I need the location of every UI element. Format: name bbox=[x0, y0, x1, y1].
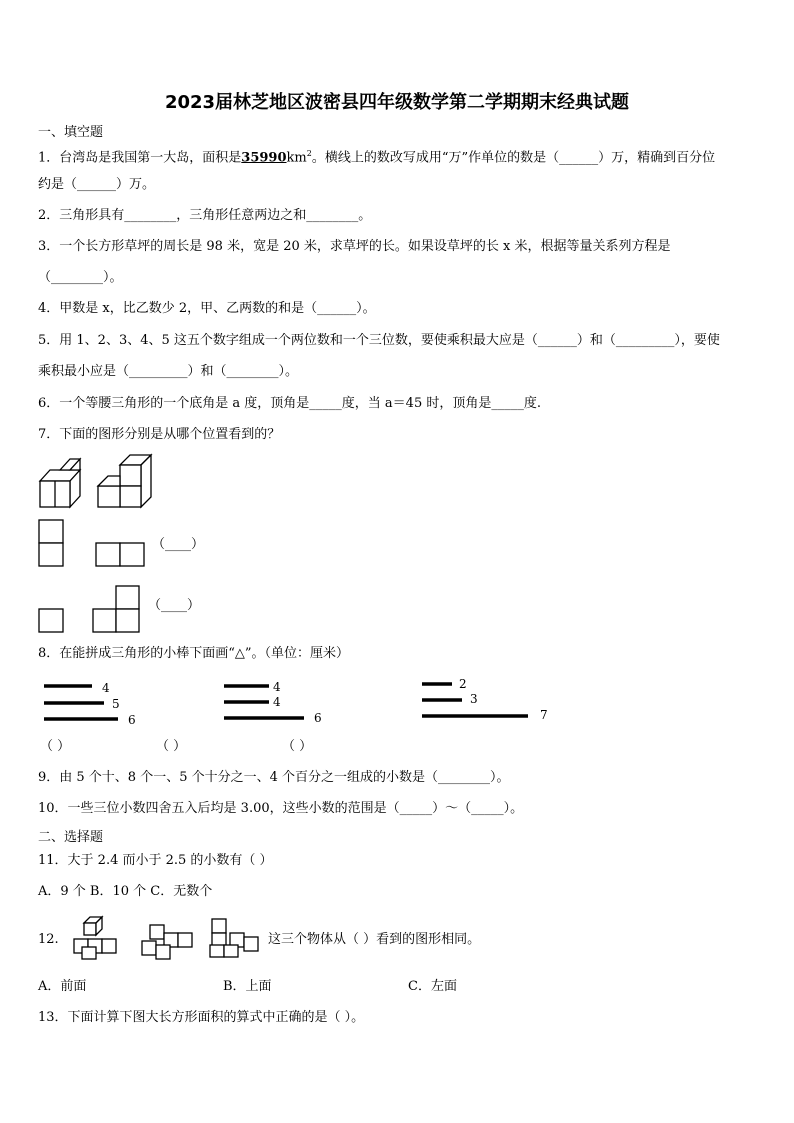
question-8: 8．在能拼成三角形的小棒下面画“△”。（单位：厘米） bbox=[38, 646, 350, 661]
q12-option-b: B．上面 bbox=[223, 979, 272, 994]
question-12-text: 这三个物体从（ ）看到的图形相同。 bbox=[268, 932, 481, 947]
q8-g2-label-2: 4 bbox=[273, 695, 281, 709]
q1-text-a: 1．台湾岛是我国第一大岛，面积是 bbox=[38, 150, 242, 166]
question-5-line-2: 乘积最小应是（_________）和（________）。 bbox=[38, 364, 299, 379]
question-6: 6．一个等腰三角形的一个底角是 a 度，顶角是_____度，当 a＝45 时，顶角是_____度. bbox=[38, 396, 541, 411]
page-title: 2023届林芝地区波密县四年级数学第二学期期末经典试题 bbox=[164, 92, 630, 113]
section-heading-fill-blank: 一、填空题 bbox=[38, 125, 104, 140]
q8-answer-paren-2: （ ） bbox=[156, 739, 187, 754]
question-5-line-1: 5．用 1、2、3、4、5 这五个数字组成一个两位数和一个三位数，要使乘积最大应是（______）和（_________），要使 bbox=[38, 333, 720, 348]
q8-g3-label-3: 7 bbox=[540, 708, 548, 722]
q8-answer-paren-1: （ ） bbox=[40, 739, 71, 754]
question-13: 13．下面计算下图大长方形面积的算式中正确的是（ ）。 bbox=[38, 1010, 365, 1025]
q7-answer-blank-1: （____） bbox=[152, 537, 205, 552]
q12-objects bbox=[70, 915, 266, 961]
q8-g1-label-1: 4 bbox=[102, 681, 110, 695]
question-11: 11．大于 2.4 而小于 2.5 的小数有（ ） bbox=[38, 853, 273, 868]
question-3-line-1: 3．一个长方形草坪的周长是 98 米，宽是 20 米，求草坪的长。如果设草坪的长 x 米，根据等量关系列方程是 bbox=[38, 239, 671, 254]
q8-g2-label-1: 4 bbox=[273, 680, 281, 694]
question-1-line-1 bbox=[38, 145, 715, 167]
question-1-line-2: 约是（______）万。 bbox=[38, 177, 156, 192]
q8-g1-label-3: 6 bbox=[128, 713, 136, 726]
question-7: 7．下面的图形分别是从哪个位置看到的？ bbox=[38, 427, 281, 442]
q8-answer-paren-3: （ ） bbox=[282, 739, 313, 754]
question-10: 10．一些三位小数四舍五入后均是 3.00，这些小数的范围是（_____）～（_____）。 bbox=[38, 801, 524, 816]
question-12-number: 12. bbox=[38, 932, 59, 947]
q1-unit-sup: 2 bbox=[306, 149, 312, 158]
q12-option-c: C．左面 bbox=[408, 979, 457, 994]
q8-g3-label-1: 2 bbox=[459, 677, 467, 691]
question-11-options: A．9 个 B．10 个 C．无数个 bbox=[38, 884, 213, 899]
q1-text-b: 。横线上的数改写成用“万”作单位的数是（______）万，精确到百分位 bbox=[311, 150, 716, 166]
q1-area-number: 35990 bbox=[241, 150, 287, 166]
q8-g1-label-2: 5 bbox=[112, 697, 120, 711]
question-4: 4．甲数是 x，比乙数少 2，甲、乙两数的和是（______）。 bbox=[38, 301, 376, 316]
section-heading-multiple-choice: 二、选择题 bbox=[38, 830, 104, 845]
q8-sticks bbox=[38, 674, 558, 726]
q7-3d-figures bbox=[36, 450, 166, 510]
q8-g3-label-2: 3 bbox=[470, 692, 478, 706]
q7-view-row-1 bbox=[38, 518, 150, 568]
q7-view-row-2 bbox=[38, 585, 150, 635]
q8-g2-label-3: 6 bbox=[314, 711, 322, 725]
question-9: 9．由 5 个十、8 个一、5 个十分之一、4 个百分之一组成的小数是（________）。 bbox=[38, 770, 510, 785]
q1-unit: km bbox=[286, 150, 307, 166]
q12-option-a: A．前面 bbox=[38, 979, 87, 994]
question-3-line-2: （________）。 bbox=[38, 270, 123, 285]
question-2: 2．三角形具有________，三角形任意两边之和________。 bbox=[38, 208, 372, 223]
q7-answer-blank-2: （____） bbox=[148, 598, 201, 613]
